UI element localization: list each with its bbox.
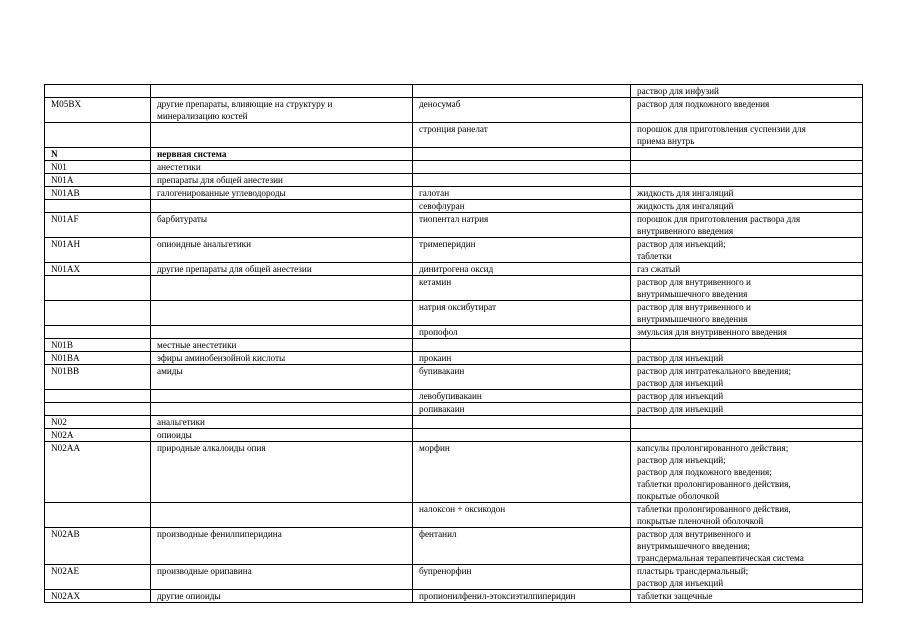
cell-group (151, 528, 413, 565)
cell-code (45, 276, 151, 301)
cell-group (151, 263, 413, 276)
cell-line: раствор для инъекций; (637, 455, 726, 465)
cell-line: деносумаб (419, 99, 461, 109)
cell-line: препараты для общей анестезии (157, 175, 283, 185)
cell-group (151, 85, 413, 98)
cell-form (631, 565, 863, 590)
cell-code (45, 352, 151, 365)
cell-line: N (51, 149, 58, 159)
table-row (45, 416, 863, 429)
cell-line: динитрогена оксид (419, 264, 494, 274)
cell-form (631, 263, 863, 276)
table-row (45, 276, 863, 301)
cell-line: N01AX (51, 264, 81, 274)
cell-line: раствор для внутривенного и (637, 529, 751, 539)
cell-group (151, 238, 413, 263)
cell-line: пропионилфенил-этоксиэтилпиперидин (419, 591, 576, 601)
cell-group (151, 429, 413, 442)
cell-drug (413, 352, 631, 365)
cell-drug (413, 429, 631, 442)
table-row (45, 200, 863, 213)
cell-code (45, 326, 151, 339)
cell-line: раствор для инъекций (637, 578, 724, 588)
cell-code (45, 403, 151, 416)
cell-group (151, 365, 413, 390)
cell-group (151, 148, 413, 161)
cell-drug (413, 326, 631, 339)
cell-drug (413, 148, 631, 161)
table-row (45, 148, 863, 161)
cell-line: раствор для подкожного введения (637, 99, 770, 109)
cell-drug (413, 301, 631, 326)
cell-form (631, 276, 863, 301)
cell-form (631, 390, 863, 403)
cell-line: трансдермальная терапевтическая система (637, 553, 804, 563)
cell-group (151, 326, 413, 339)
table-row (45, 301, 863, 326)
table-row (45, 326, 863, 339)
cell-code (45, 98, 151, 123)
cell-line: N01 (51, 162, 67, 172)
cell-line: N02AE (51, 566, 80, 576)
cell-code (45, 263, 151, 276)
table-body (45, 85, 863, 603)
cell-drug (413, 85, 631, 98)
cell-group (151, 200, 413, 213)
cell-line: прокаин (419, 353, 452, 363)
cell-line: бупренорфин (419, 566, 472, 576)
cell-line: эмульсия для внутривенного введения (637, 327, 788, 337)
cell-code (45, 123, 151, 148)
table-row (45, 161, 863, 174)
cell-line: N01AB (51, 188, 80, 198)
cell-form (631, 442, 863, 503)
cell-line: другие препараты для общей анестезии (157, 264, 312, 274)
cell-code (45, 238, 151, 263)
cell-form (631, 161, 863, 174)
cell-group (151, 339, 413, 352)
cell-line: N02AB (51, 529, 80, 539)
cell-line: капсулы пролонгированного действия; (637, 443, 789, 453)
cell-code (45, 200, 151, 213)
cell-form (631, 352, 863, 365)
cell-group (151, 565, 413, 590)
cell-line: тиопентал натрия (419, 214, 489, 224)
cell-line: галотан (419, 188, 450, 198)
cell-drug (413, 123, 631, 148)
cell-line: N01BB (51, 366, 80, 376)
cell-group (151, 442, 413, 503)
cell-line: раствор для инъекций (637, 391, 724, 401)
cell-code (45, 85, 151, 98)
cell-line: опиоиды (157, 430, 192, 440)
cell-line: M05BX (51, 99, 82, 109)
cell-form (631, 213, 863, 238)
cell-line: бупивакаин (419, 366, 465, 376)
cell-line: раствор для внутривенного и (637, 302, 751, 312)
table-row (45, 365, 863, 390)
cell-line: эфиры аминобензойной кислоты (157, 353, 286, 363)
cell-line: N01AF (51, 214, 79, 224)
cell-line: барбитураты (157, 214, 208, 224)
cell-group (151, 98, 413, 123)
table-row (45, 85, 863, 98)
table-row (45, 339, 863, 352)
cell-drug (413, 276, 631, 301)
cell-code (45, 442, 151, 503)
cell-drug (413, 213, 631, 238)
cell-drug (413, 442, 631, 503)
table-row (45, 263, 863, 276)
cell-group (151, 301, 413, 326)
table-row (45, 442, 863, 503)
cell-line: внутривенного введения (637, 226, 734, 236)
cell-group (151, 123, 413, 148)
cell-line: амиды (157, 366, 183, 376)
cell-drug (413, 365, 631, 390)
table-row (45, 590, 863, 603)
table-row (45, 123, 863, 148)
drug-classification-table (44, 84, 863, 603)
cell-form (631, 503, 863, 528)
cell-code (45, 565, 151, 590)
cell-group (151, 503, 413, 528)
cell-line: таблетки пролонгированного действия, (637, 479, 791, 489)
cell-form (631, 174, 863, 187)
cell-form (631, 365, 863, 390)
cell-line: покрытые пленочной оболочкой (637, 516, 764, 526)
cell-drug (413, 403, 631, 416)
cell-line: раствор для инъекций (637, 404, 724, 414)
cell-line: жидкость для ингаляций (637, 201, 734, 211)
table-row (45, 528, 863, 565)
cell-line: севофлуран (419, 201, 465, 211)
cell-line: внутримышечного введения (637, 289, 748, 299)
table-row (45, 390, 863, 403)
cell-drug (413, 339, 631, 352)
cell-form (631, 326, 863, 339)
cell-line: пластырь трансдермальный; (637, 566, 749, 576)
cell-code (45, 213, 151, 238)
cell-form (631, 403, 863, 416)
table-row (45, 213, 863, 238)
cell-line: другие опиоиды (157, 591, 221, 601)
cell-code (45, 174, 151, 187)
cell-line: N02AA (51, 443, 81, 453)
cell-drug (413, 390, 631, 403)
cell-line: порошок для приготовления раствора для (637, 214, 801, 224)
cell-line: N01A (51, 175, 74, 185)
table-row (45, 429, 863, 442)
cell-drug (413, 174, 631, 187)
cell-group (151, 187, 413, 200)
cell-line: опиоидные анальгетики (157, 239, 252, 249)
table-row (45, 503, 863, 528)
cell-line: производные орипавина (157, 566, 252, 576)
cell-form (631, 148, 863, 161)
cell-form (631, 238, 863, 263)
cell-form (631, 429, 863, 442)
cell-drug (413, 200, 631, 213)
table-row (45, 238, 863, 263)
cell-form (631, 301, 863, 326)
table-row (45, 174, 863, 187)
cell-line: морфин (419, 443, 450, 453)
cell-line: N02 (51, 417, 67, 427)
cell-line: нервная система (157, 149, 227, 159)
cell-line: раствор для инъекций (637, 353, 724, 363)
cell-group (151, 213, 413, 238)
cell-line: натрия оксибутират (419, 302, 497, 312)
cell-line: раствор для инфузий (637, 86, 719, 96)
cell-line: галогенированные углеводороды (157, 188, 286, 198)
cell-code (45, 503, 151, 528)
cell-code (45, 301, 151, 326)
cell-line: N01BA (51, 353, 80, 363)
cell-line: тримеперидин (419, 239, 476, 249)
cell-line: приема внутрь (637, 136, 695, 146)
cell-drug (413, 187, 631, 200)
cell-code (45, 528, 151, 565)
cell-drug (413, 590, 631, 603)
cell-line: минерализацию костей (157, 111, 248, 121)
cell-line: покрытые оболочкой (637, 491, 720, 501)
cell-line: N02AX (51, 591, 81, 601)
table-row (45, 403, 863, 416)
cell-line: другие препараты, влияющие на структуру и (157, 99, 333, 109)
cell-drug (413, 263, 631, 276)
cell-line: N01AH (51, 239, 81, 249)
cell-line: порошок для приготовления суспензии для (637, 124, 806, 134)
cell-line: раствор для внутривенного и (637, 277, 751, 287)
cell-drug (413, 161, 631, 174)
cell-line: фентанил (419, 529, 457, 539)
cell-group (151, 590, 413, 603)
cell-code (45, 429, 151, 442)
cell-line: производные фенилпиперидина (157, 529, 282, 539)
cell-line: анестетики (157, 162, 201, 172)
cell-form (631, 98, 863, 123)
cell-line: кетамин (419, 277, 452, 287)
cell-code (45, 390, 151, 403)
cell-code (45, 590, 151, 603)
cell-code (45, 416, 151, 429)
cell-line: пропофол (419, 327, 458, 337)
cell-line: природные алкалоиды опия (157, 443, 266, 453)
cell-group (151, 390, 413, 403)
cell-form (631, 590, 863, 603)
cell-group (151, 161, 413, 174)
table-row (45, 187, 863, 200)
cell-line: раствор для подкожного введения; (637, 467, 772, 477)
cell-form (631, 528, 863, 565)
cell-code (45, 339, 151, 352)
cell-line: раствор для интратекального введения; (637, 366, 791, 376)
cell-line: внутримышечного введения; (637, 541, 750, 551)
cell-form (631, 339, 863, 352)
cell-code (45, 187, 151, 200)
cell-group (151, 403, 413, 416)
cell-line: таблетки защечные (637, 591, 713, 601)
cell-drug (413, 528, 631, 565)
cell-group (151, 416, 413, 429)
cell-line: анальгетики (157, 417, 205, 427)
cell-group (151, 276, 413, 301)
cell-line: левобупивакаин (419, 391, 482, 401)
cell-line: местные анестетики (157, 340, 237, 350)
cell-line: таблетки пролонгированного действия, (637, 504, 791, 514)
cell-form (631, 416, 863, 429)
cell-line: ропивакаин (419, 404, 465, 414)
cell-code (45, 148, 151, 161)
cell-line: газ сжатый (637, 264, 681, 274)
cell-group (151, 352, 413, 365)
table-row (45, 352, 863, 365)
cell-form (631, 200, 863, 213)
cell-line: раствор для инъекций (637, 378, 724, 388)
cell-line: N02A (51, 430, 74, 440)
cell-line: таблетки (637, 251, 672, 261)
cell-form (631, 187, 863, 200)
cell-drug (413, 238, 631, 263)
cell-group (151, 174, 413, 187)
cell-form (631, 85, 863, 98)
cell-drug (413, 565, 631, 590)
cell-drug (413, 416, 631, 429)
cell-line: стронция ранелат (419, 124, 488, 134)
table-row (45, 565, 863, 590)
table-row (45, 98, 863, 123)
cell-form (631, 123, 863, 148)
cell-code (45, 161, 151, 174)
cell-line: N01B (51, 340, 73, 350)
cell-line: раствор для инъекций; (637, 239, 726, 249)
cell-line: внутримышечного введения (637, 314, 748, 324)
cell-line: жидкость для ингаляций (637, 188, 734, 198)
cell-line: налоксон + оксикодон (419, 504, 506, 514)
cell-drug (413, 98, 631, 123)
cell-code (45, 365, 151, 390)
cell-drug (413, 503, 631, 528)
